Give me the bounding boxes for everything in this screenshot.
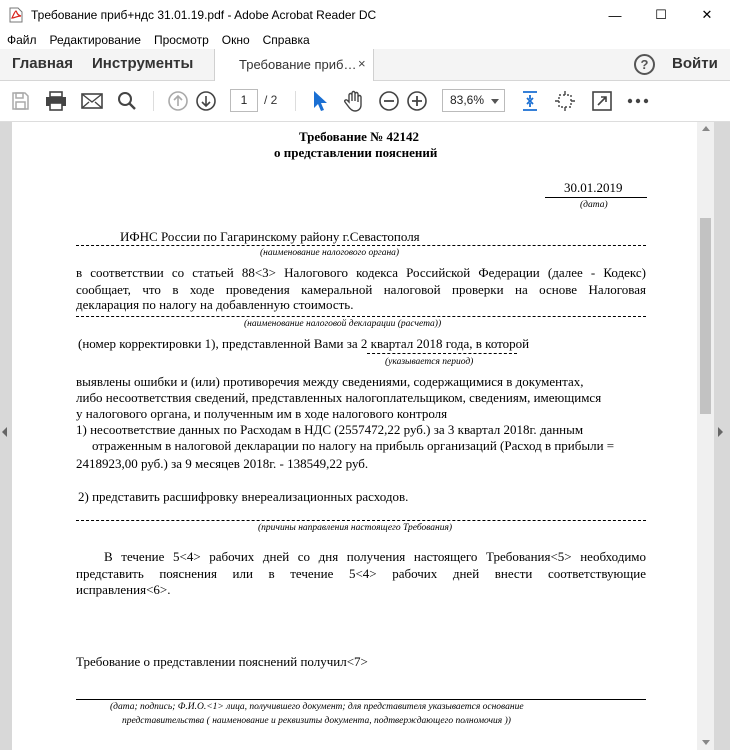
correction-line: (номер корректировки 1), представленной Вами за 2 квартал 2018 года, в которой bbox=[78, 336, 530, 351]
tab-tools[interactable]: Инструменты bbox=[92, 55, 194, 72]
paragraph-2-line-3: у налогового органа, и полученным им в ходе налогового контроля bbox=[76, 406, 448, 421]
doc-title: Требование № 42142 bbox=[299, 129, 420, 144]
document-area bbox=[0, 122, 730, 750]
menu-help[interactable]: Справка bbox=[262, 32, 310, 47]
close-icon: ✕ bbox=[701, 7, 713, 22]
item-1-line-2: отраженным в налоговой декларации по налогу на прибыль организаций (Расход в прибыли = bbox=[92, 438, 615, 453]
tab-document[interactable] bbox=[214, 49, 374, 81]
zoom-in-icon[interactable] bbox=[405, 89, 429, 113]
reasons-underline bbox=[76, 520, 646, 521]
right-panel-toggle-icon[interactable] bbox=[718, 427, 723, 437]
paragraph-2-line-2: либо несоответствия сведений, представленных налогоплательщиком, сведениям, имеющимся bbox=[76, 390, 602, 405]
authority-underline bbox=[76, 245, 646, 246]
scroll-up-icon[interactable] bbox=[702, 126, 710, 131]
tab-document-label: Требование приб… bbox=[239, 57, 357, 72]
fullscreen-icon[interactable] bbox=[590, 89, 614, 113]
item-1-line-3: 2418923,00 руб.) за 9 месяцев 2018г. - 138549,22 руб. bbox=[76, 456, 369, 471]
save-icon[interactable] bbox=[8, 89, 32, 113]
close-button[interactable] bbox=[684, 0, 730, 30]
paragraph-3-line-2: представить пояснения или в течение 5<4> рабочих дней внести соответствующие bbox=[76, 566, 646, 581]
minimize-button[interactable] bbox=[592, 0, 638, 30]
search-icon[interactable] bbox=[115, 89, 139, 113]
menu-edit[interactable]: Редактирование bbox=[49, 32, 141, 47]
doc-date: 30.01.2019 bbox=[564, 180, 623, 195]
menu-window[interactable]: Окно bbox=[221, 32, 250, 47]
declaration-caption: (наименование налоговой декларации (расчета)) bbox=[244, 319, 442, 329]
zoom-level-value: 83,6% bbox=[450, 93, 485, 107]
title-bar bbox=[0, 0, 730, 30]
date-caption: (дата) bbox=[580, 200, 608, 210]
item-1-line-1: 1) несоответствие данных по Расходам в НДС (2557472,22 руб.) за 3 квартал 2018г. данным bbox=[76, 422, 584, 437]
print-icon[interactable] bbox=[44, 89, 68, 113]
window-title: Требование приб+ндс 31.01.19.pdf - Adobe Acrobat Reader DC bbox=[31, 8, 377, 22]
signature-caption-line-1: (дата; подпись; Ф.И.О.<1> лица, получившего документ; для представителя указывается основание bbox=[110, 702, 524, 712]
menu-bar bbox=[0, 30, 730, 49]
rotate-icon[interactable] bbox=[553, 89, 577, 113]
email-icon[interactable] bbox=[80, 89, 104, 113]
scrollbar-thumb[interactable] bbox=[700, 218, 711, 414]
zoom-level-select[interactable] bbox=[442, 89, 505, 112]
paragraph-2-line-1: выявлены ошибки и (или) противоречия между сведениями, содержащимися в документах, bbox=[76, 374, 584, 389]
hand-tool-icon[interactable] bbox=[342, 89, 366, 113]
vertical-scrollbar[interactable] bbox=[697, 122, 714, 750]
paragraph-1-line-2: сообщает, что в ходе проведения камеральной налоговой проверки на основе Налоговая bbox=[76, 282, 646, 297]
next-page-icon[interactable] bbox=[194, 89, 218, 113]
toolbar-divider bbox=[153, 91, 154, 111]
page-number-input[interactable]: 1 bbox=[230, 89, 258, 112]
toolbar-divider bbox=[295, 91, 296, 111]
menu-view[interactable]: Просмотр bbox=[153, 32, 209, 47]
paragraph-3-line-1: В течение 5<4> рабочих дней со дня получения настоящего Требования<5> необходимо bbox=[104, 549, 646, 564]
pdf-file-icon bbox=[9, 7, 23, 23]
fit-width-icon[interactable] bbox=[518, 89, 542, 113]
date-underline bbox=[545, 197, 647, 198]
signin-button[interactable]: Войти bbox=[672, 55, 718, 72]
tax-authority: ИФНС России по Гагаринскому району г.Севастополя bbox=[120, 229, 420, 244]
period-underline bbox=[367, 353, 517, 354]
paragraph-1-line-3: декларация по налогу на добавленную стоимость. bbox=[76, 297, 354, 312]
paragraph-3-line-3: исправления<6>. bbox=[76, 582, 171, 597]
maximize-button[interactable] bbox=[638, 0, 684, 30]
more-icon[interactable] bbox=[626, 89, 650, 113]
help-icon[interactable]: ? bbox=[634, 54, 655, 75]
tab-close-icon[interactable]: × bbox=[358, 56, 366, 71]
maximize-icon: ☐ bbox=[655, 7, 667, 22]
menu-file[interactable]: Файл bbox=[7, 32, 37, 47]
reasons-caption: (причины направления настоящего Требования) bbox=[258, 523, 453, 533]
toolbar bbox=[0, 81, 730, 122]
received-line: Требование о представлении пояснений получил<7> bbox=[76, 654, 368, 669]
prev-page-icon[interactable] bbox=[166, 89, 190, 113]
item-2: 2) представить расшифровку внереализационных расходов. bbox=[78, 489, 409, 504]
signature-caption-line-2: представительства ( наименование и реквизиты документа, подтверждающего полномочия )) bbox=[122, 716, 511, 726]
signature-underline bbox=[76, 699, 646, 700]
zoom-out-icon[interactable] bbox=[377, 89, 401, 113]
declaration-underline bbox=[76, 316, 646, 317]
chevron-down-icon bbox=[491, 99, 499, 104]
paragraph-1-line-1: в соответствии со статьей 88<3> Налогового кодекса Российской Федерации (далее - Кодекс) bbox=[76, 265, 646, 280]
scroll-down-icon[interactable] bbox=[702, 740, 710, 745]
tab-home[interactable]: Главная bbox=[12, 55, 74, 72]
select-cursor-icon[interactable] bbox=[307, 89, 331, 113]
tab-bar bbox=[0, 49, 730, 81]
left-panel-toggle-icon[interactable] bbox=[2, 427, 7, 437]
doc-subtitle: о представлении пояснений bbox=[274, 145, 438, 160]
page-total: / 2 bbox=[264, 93, 278, 107]
period-caption: (указывается период) bbox=[385, 357, 474, 367]
pdf-page bbox=[12, 122, 697, 750]
authority-caption: (наименование налогового органа) bbox=[260, 248, 400, 258]
minimize-icon: — bbox=[608, 7, 622, 23]
